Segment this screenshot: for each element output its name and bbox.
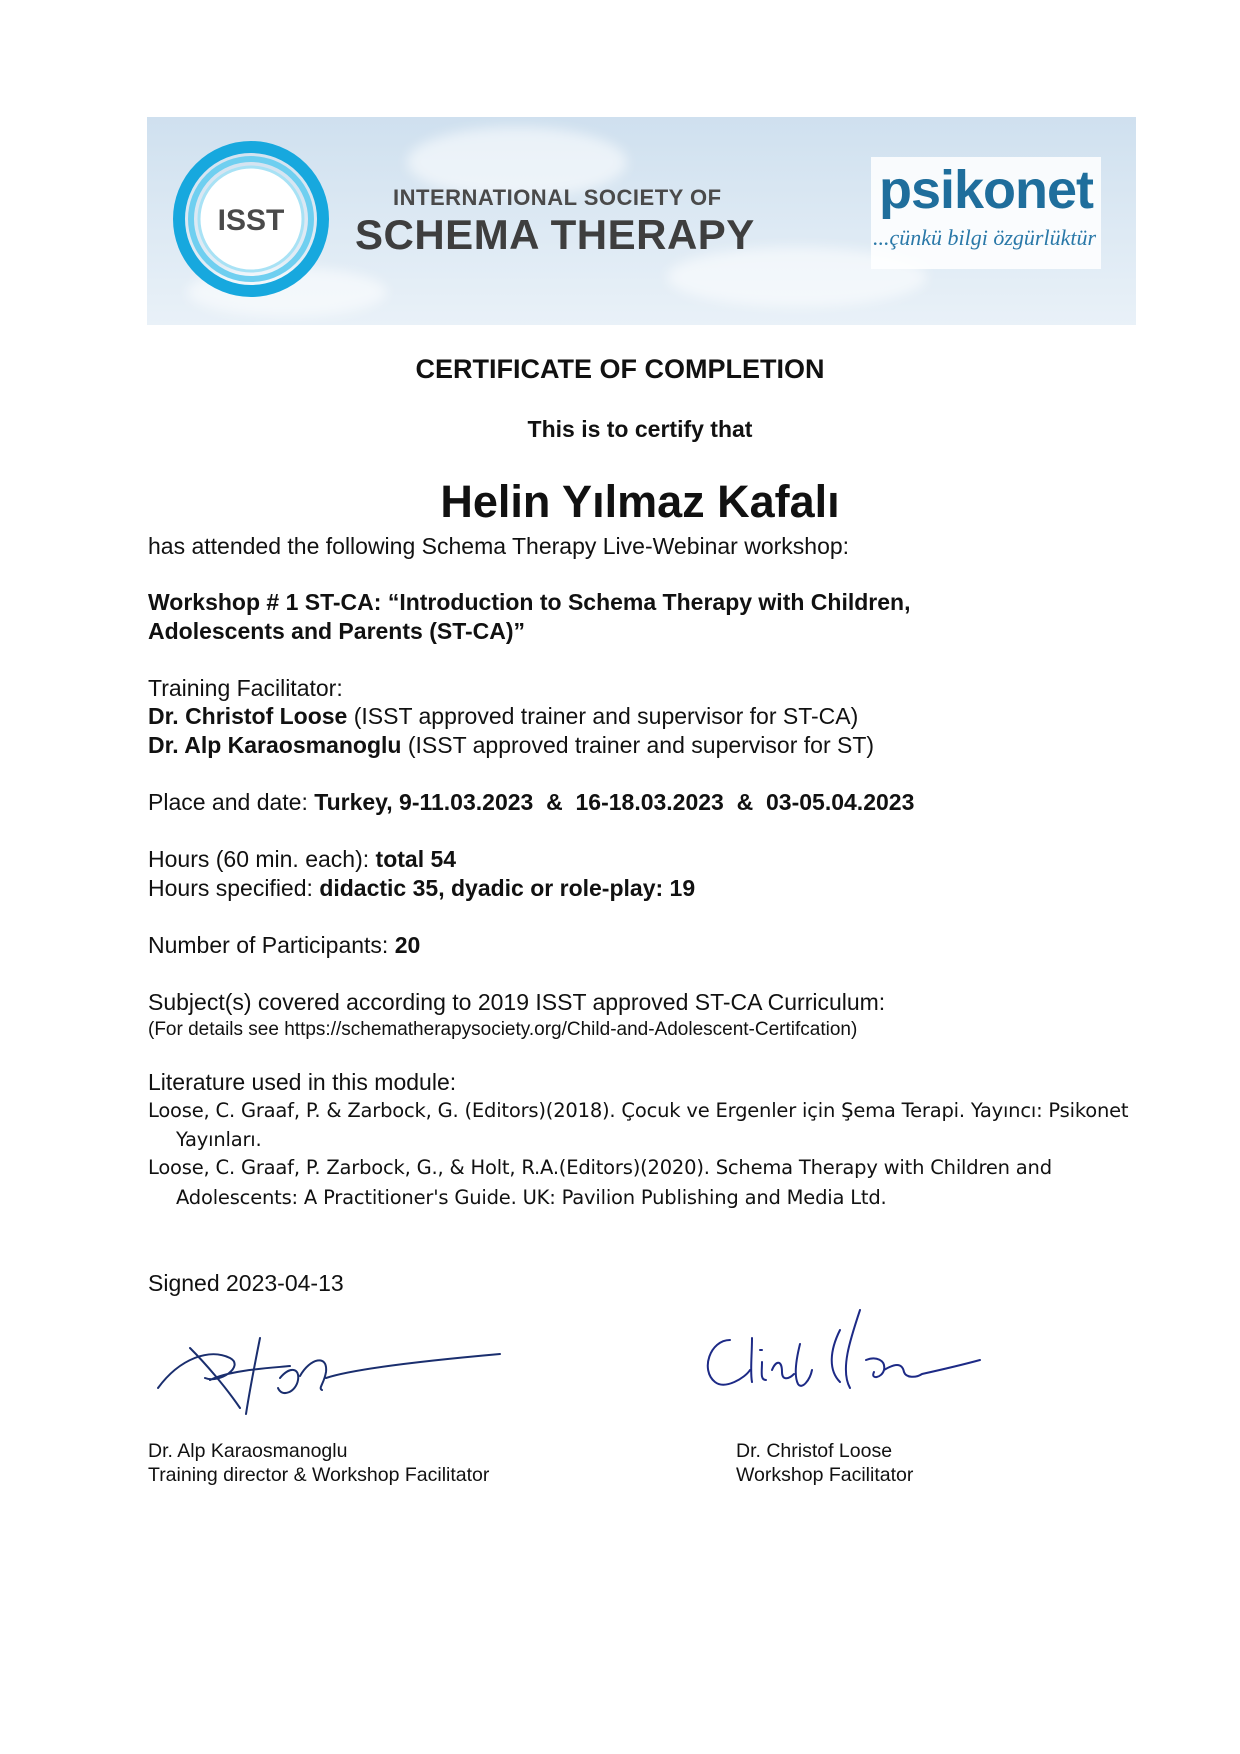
signed-date: Signed 2023-04-13 <box>148 1270 344 1296</box>
literature-entry-2-cont: Adolescents: A Practitioner's Guide. UK: Pavilion Publishing and Media Ltd. <box>176 1186 887 1209</box>
literature-entry-2: Loose, C. Graaf, P. Zarbock, G., & Holt, R.A.(Editors)(2020). Schema Therapy with Children and <box>148 1156 1052 1179</box>
facilitator-1-name: Dr. Christof Loose <box>148 703 348 729</box>
facilitator-label: Training Facilitator: <box>148 675 343 701</box>
isst-name-line2: SCHEMA THERAPY <box>355 211 755 258</box>
facilitator-1 <box>148 703 858 730</box>
hours-value: total 54 <box>375 846 457 872</box>
literature-entry-1: Loose, C. Graaf, P. & Zarbock, G. (Editors)(2018). Çocuk ve Ergenler için Şema Terapi. Yayıncı: Psikonet <box>148 1099 1129 1122</box>
subjects-label: Subject(s) covered according to 2019 ISST approved ST-CA Curriculum: <box>148 989 886 1015</box>
certificate-title: CERTIFICATE OF COMPLETION <box>415 354 825 384</box>
participants-value: 20 <box>394 932 421 958</box>
facilitator-2 <box>148 732 874 759</box>
literature-entry-1-cont: Yayınları. <box>176 1128 262 1151</box>
attended-statement: has attended the following Schema Therapy Live-Webinar workshop: <box>148 533 850 559</box>
hours-specified <box>148 875 695 902</box>
subjects-details: (For details see https://schematherapysociety.org/Child-and-Adolescent-Certifcation) <box>148 1019 858 1040</box>
place-value: Turkey, 9-11.03.2023 & 16-18.03.2023 & 03-05.04.2023 <box>314 789 915 815</box>
signatory-1-name: Dr. Alp Karaosmanoglu <box>148 1440 348 1462</box>
certify-statement: This is to certify that <box>527 416 753 442</box>
workshop-title-line2: Adolescents and Parents (ST-CA)” <box>148 618 526 644</box>
isst-logo-text: ISST <box>217 204 285 237</box>
participants-label: Number of Participants: <box>148 932 395 958</box>
header-banner <box>147 117 1136 325</box>
participants <box>148 932 420 959</box>
psikonet-tagline: ...çünkü bilgi özgürlüktür <box>873 225 1097 250</box>
psikonet-logo <box>871 157 1101 269</box>
isst-logo <box>171 139 331 299</box>
hours-spec-value: didactic 35, dyadic or role-play: 19 <box>319 875 696 901</box>
signature-loose <box>690 1300 990 1410</box>
isst-name-line1: INTERNATIONAL SOCIETY OF <box>393 185 722 210</box>
hours-label: Hours (60 min. each): <box>148 846 376 872</box>
facilitator-2-name: Dr. Alp Karaosmanoglu <box>148 732 402 758</box>
signatory-2-name: Dr. Christof Loose <box>736 1440 893 1462</box>
facilitator-1-role: (ISST approved trainer and supervisor for ST-CA) <box>347 703 859 729</box>
psikonet-name: psikonet <box>879 160 1094 220</box>
literature-label: Literature used in this module: <box>148 1069 457 1095</box>
signatory-1-role: Training director & Workshop Facilitator <box>148 1464 490 1486</box>
facilitator-2-role: (ISST approved trainer and supervisor for ST) <box>401 732 875 758</box>
signatory-2-role: Workshop Facilitator <box>736 1464 914 1486</box>
recipient-name: Helin Yılmaz Kafalı <box>440 476 840 527</box>
place-label: Place and date: <box>148 789 315 815</box>
place-and-date <box>148 789 914 816</box>
hours-spec-label: Hours specified: <box>148 875 320 901</box>
signature-karaosmanoglu <box>150 1318 510 1428</box>
workshop-title-line1: Workshop # 1 ST-CA: “Introduction to Schema Therapy with Children, <box>148 589 911 615</box>
hours-total <box>148 846 456 873</box>
